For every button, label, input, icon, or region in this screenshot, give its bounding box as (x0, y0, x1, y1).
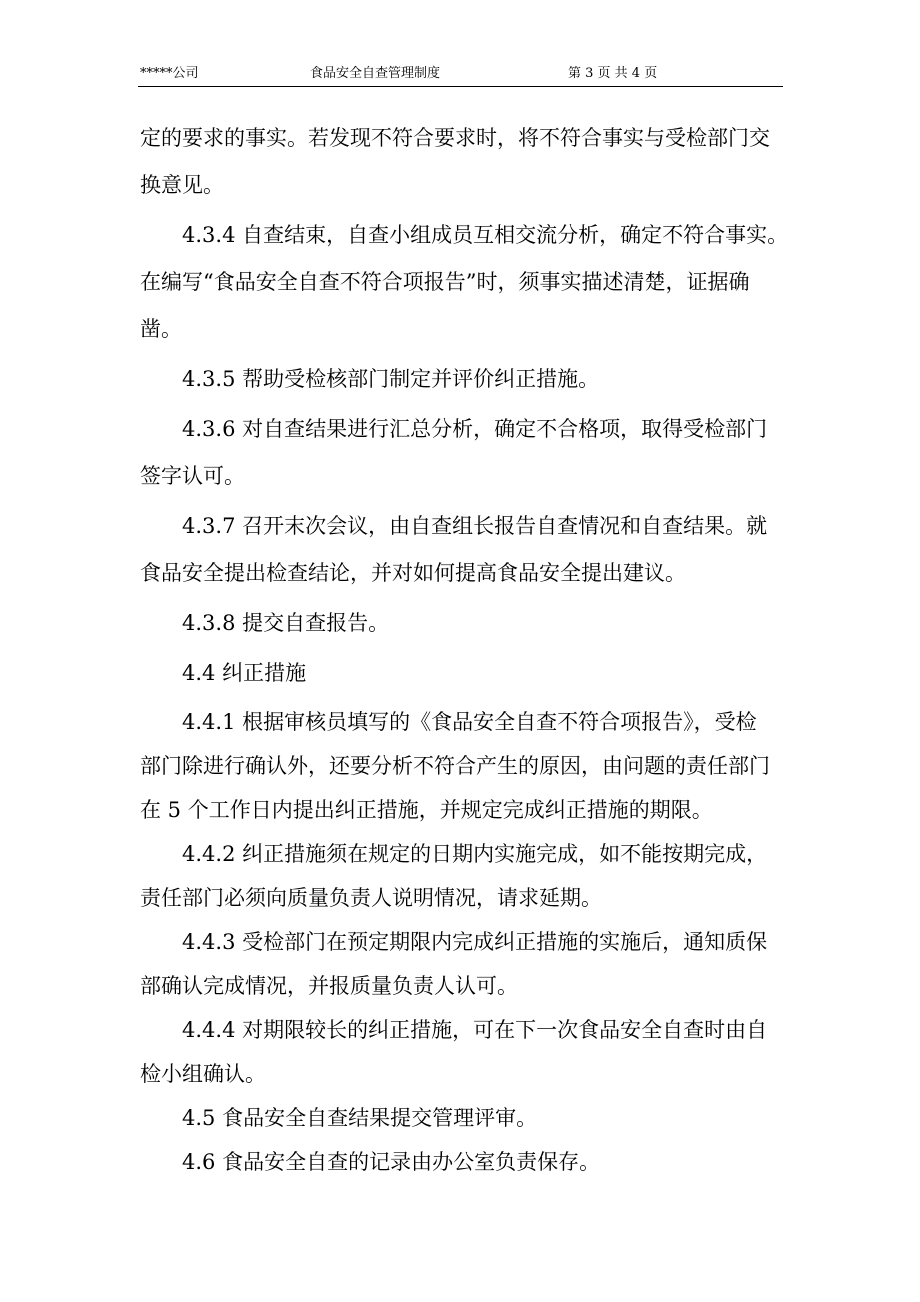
header-page-info: 第 3 页 共 4 页 (568, 66, 658, 81)
paragraph-line: 部确认完成情况，并报质量负责人认可。 (140, 974, 518, 998)
paragraph-line: 定的要求的事实。若发现不符合要求时，将不符合事实与受检部门交 (140, 126, 770, 150)
paragraph-line: 在编写“食品安全自查不符合项报告”时，须事实描述清楚，证据确 (140, 270, 750, 294)
paragraph-line: 责任部门必须向质量负责人说明情况，请求延期。 (140, 886, 602, 910)
header-company: *****公司 (140, 66, 199, 81)
paragraph-line: 食品安全提出检查结论，并对如何提高食品安全提出建议。 (140, 561, 686, 585)
paragraph-line: 部门除进行确认外，还要分析不符合产生的原因，由问题的责任部门 (140, 754, 770, 778)
header-document-title: 食品安全自查管理制度 (310, 66, 441, 81)
paragraph-line: 4.4.3 受检部门在预定期限内完成纠正措施的实施后，通知质保 (182, 930, 768, 954)
paragraph-line: 4.3.5 帮助受检核部门制定并评价纠正措施。 (182, 367, 600, 391)
paragraph-line: 4.3.4 自查结束，自查小组成员互相交流分析，确定不符合事实。 (182, 223, 789, 247)
paragraph-line: 检小组确认。 (140, 1062, 266, 1086)
section-heading: 4.4 纠正措施 (182, 661, 307, 685)
paragraph-line: 换意见。 (140, 173, 224, 197)
page-header (138, 62, 783, 87)
paragraph-line: 签字认可。 (140, 464, 245, 488)
paragraph-line: 在 5 个工作日内提出纠正措施，并规定完成纠正措施的期限。 (140, 798, 713, 822)
paragraph-line: 凿。 (140, 317, 182, 341)
paragraph-line: 4.4.2 纠正措施须在规定的日期内实施完成，如不能按期完成， (182, 842, 768, 866)
paragraph-line: 4.3.6 对自查结果进行汇总分析，确定不合格项，取得受检部门 (182, 417, 768, 441)
paragraph-line: 4.5 食品安全自查结果提交管理评审。 (182, 1106, 538, 1130)
paragraph-line: 4.3.8 提交自查报告。 (182, 611, 390, 635)
paragraph-line: 4.3.7 召开末次会议，由自查组长报告自查情况和自查结果。就 (182, 514, 768, 538)
paragraph-line: 4.4.1 根据审核员填写的《食品安全自查不符合项报告》，受检 (182, 710, 757, 734)
paragraph-line: 4.6 食品安全自查的记录由办公室负责保存。 (182, 1150, 601, 1174)
paragraph-line: 4.4.4 对期限较长的纠正措施，可在下一次食品安全自查时由自 (182, 1018, 768, 1042)
document-body (140, 115, 790, 1184)
